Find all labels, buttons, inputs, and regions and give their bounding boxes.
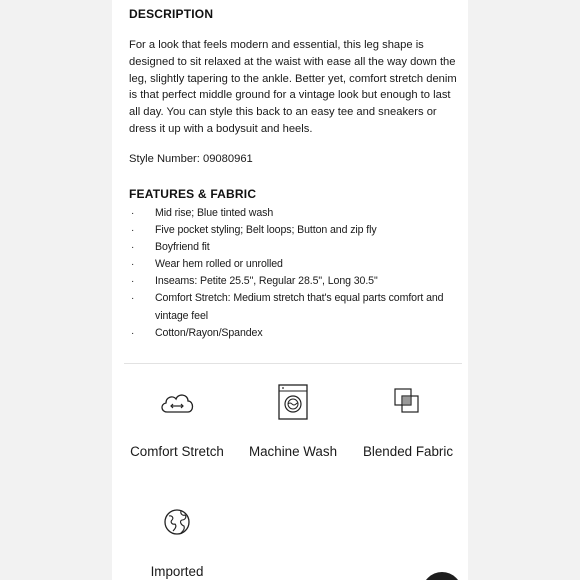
badge-comfort-stretch (117, 382, 237, 459)
description-heading: DESCRIPTION (129, 7, 214, 21)
badge-label: Blended Fabric (362, 444, 454, 459)
features-list (129, 205, 464, 342)
blended-squares-icon (388, 382, 428, 422)
product-details-panel (112, 0, 468, 580)
floating-action-button[interactable] (422, 572, 462, 580)
feature-text: Mid rise; Blue tinted wash (155, 207, 274, 219)
bullet: · (131, 259, 135, 271)
bullet: · (131, 327, 135, 339)
features-heading: FEATURES & FABRIC (129, 187, 257, 201)
list-item (129, 256, 464, 273)
feature-text: Wear hem rolled or unrolled (155, 258, 283, 271)
badge-imported (117, 502, 237, 579)
bullet: · (131, 225, 135, 237)
bullet: · (131, 276, 135, 288)
list-item (129, 205, 464, 222)
list-item (129, 325, 464, 342)
bullet: · (131, 208, 135, 219)
feature-text: Comfort Stretch: Medium stretch that's equal parts comfort and vintage feel (155, 292, 444, 322)
feature-text: Five pocket styling; Belt loops; Button and zip fly (155, 224, 377, 237)
bullet: · (131, 242, 135, 254)
feature-text: Cotton/Rayon/Spandex (155, 326, 263, 339)
description-text: For a look that feels modern and essential, this leg shape is designed to sit relaxed at the waist with ease all the way down the leg, slightly tapering to the ankle. Better yet, comfort stretch denim is that perfect middle ground for a vintage look but enough to last all day. You can style this back to an easy tee and sneakers or dress it up with a bodysuit and heels. (129, 39, 457, 135)
right-backdrop (468, 0, 580, 580)
feature-text: Inseams: Petite 25.5", Regular 28.5", Long 30.5" (155, 275, 378, 288)
washing-machine-icon (273, 382, 313, 422)
globe-icon (157, 502, 197, 542)
feature-text: Boyfriend fit (155, 241, 210, 254)
badge-machine-wash (233, 382, 353, 459)
list-item (129, 273, 464, 290)
badge-label: Comfort Stretch (130, 444, 224, 459)
badge-blended-fabric (348, 382, 468, 459)
badge-label: Imported (150, 564, 204, 579)
list-item (129, 290, 464, 324)
left-backdrop (0, 0, 112, 580)
list-item (129, 222, 464, 239)
section-divider (124, 363, 462, 364)
bullet: · (131, 293, 135, 305)
style-number: Style Number: 09080961 (129, 153, 253, 165)
badge-label: Machine Wash (248, 444, 338, 459)
list-item (129, 239, 464, 256)
cloud-stretch-icon (157, 382, 197, 422)
